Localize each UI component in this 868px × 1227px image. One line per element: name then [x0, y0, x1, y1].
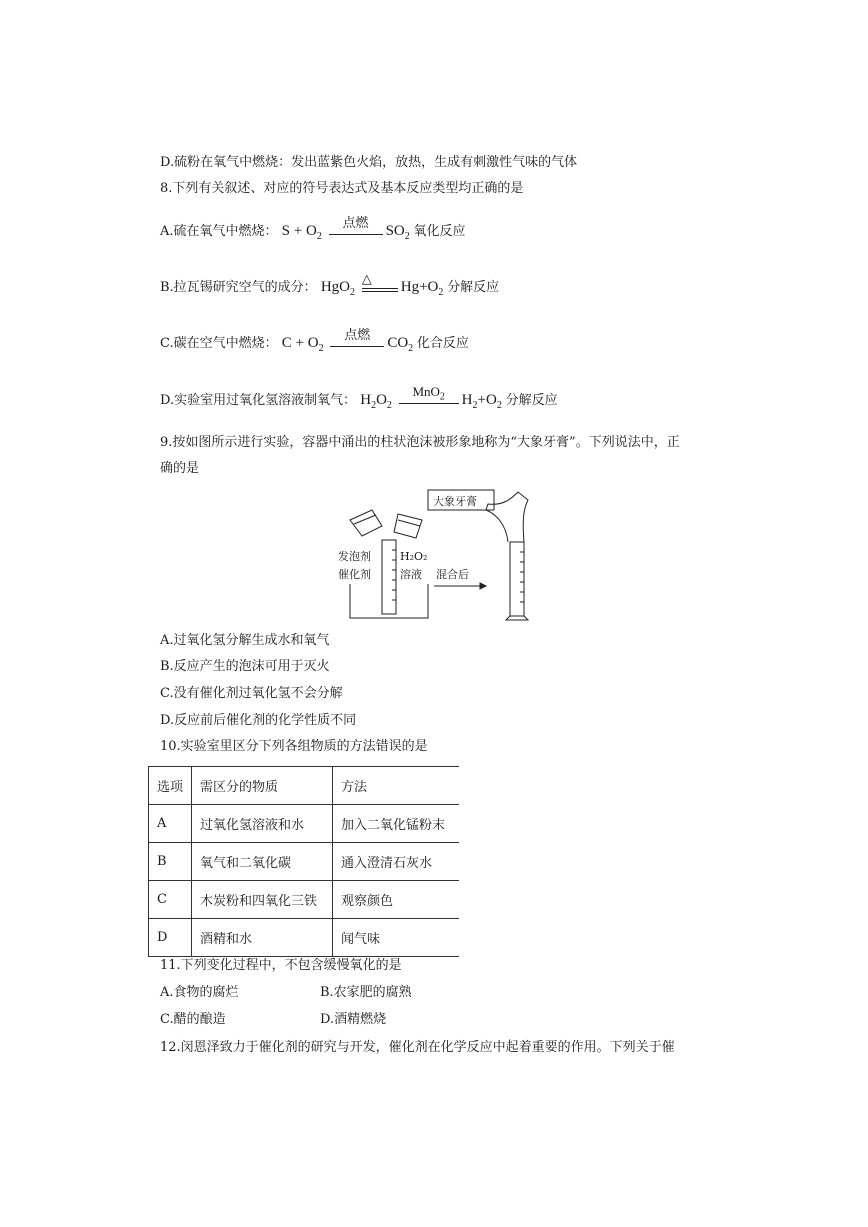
header-cell: 方法 [333, 767, 460, 805]
header-cell: 需区分的物质 [192, 767, 333, 805]
reaction-arrow: △ [362, 279, 398, 297]
header-cell: 选项 [149, 767, 192, 805]
reaction-arrow: 点燃 [329, 223, 383, 241]
q11-option-d: D.酒精燃烧 [320, 1012, 387, 1027]
q8-a-type: 氧化反应 [413, 224, 466, 239]
q8-b-prefix: B.拉瓦锡研究空气的成分： [160, 280, 317, 295]
water-trough [350, 584, 428, 618]
q10-table [148, 766, 459, 957]
reaction-arrow: MnO$_2$ [399, 392, 459, 410]
q8-option-b [160, 270, 500, 302]
q8-option-a [160, 214, 466, 246]
label-mixed: 混合后 [436, 568, 469, 581]
foam-column [486, 492, 528, 542]
reaction-arrow: 点燃 [330, 335, 384, 353]
q9-option-c: C.没有催化剂过氧化氢不会分解 [160, 686, 343, 701]
q11-option-b: B.农家肥的腐熟 [320, 985, 412, 1000]
q10-stem: 10.实验室里区分下列各组物质的方法错误的是 [160, 739, 428, 754]
table-row: D 酒精和水 闻气味 [149, 919, 460, 957]
graduated-cylinder-after [506, 542, 528, 620]
q8-d-prefix: D.实验室用过氧化氢溶液制氧气： [160, 393, 357, 408]
q8-c-type: 化合反应 [416, 336, 469, 351]
q8-d-type: 分解反应 [505, 393, 558, 408]
elephant-toothpaste-figure [336, 484, 576, 624]
table-row: C 木炭粉和四氧化三铁 观察颜色 [149, 881, 460, 919]
table-row: B 氧气和二氧化碳 通入澄清石灰水 [149, 843, 460, 881]
q8-c-equation: $C + O_2$ 点燃 $CO_2$ [281, 326, 414, 354]
label-h2o2-2: 溶液 [400, 568, 422, 581]
q11-option-c: C.醋的酿造 [160, 1012, 226, 1027]
q8-a-equation: $S + O_2$ 点燃 $SO_2$ [281, 214, 410, 242]
arrow-icon [434, 583, 486, 589]
q9-stem-line2: 确的是 [160, 461, 200, 476]
q9-option-b: B.反应产生的泡沫可用于灭火 [160, 659, 330, 674]
q9-option-a: A.过氧化氢分解生成水和氧气 [160, 633, 330, 648]
q9-stem-line1: 9.按如图所示进行实验，容器中涌出的柱状泡沫被形象地称为“大象牙膏”。下列说法中，正 [160, 435, 680, 450]
table-row: A 过氧化氢溶液和水 加入二氧化锰粉末 [149, 805, 460, 843]
label-agent1: 发泡剂 [338, 550, 371, 563]
q12-stem: 12.闵恩泽致力于催化剂的研究与开发，催化剂在化学反应中起着重要的作用。下列关于催 [160, 1040, 675, 1055]
label-agent2: 催化剂 [338, 568, 371, 581]
q11-option-a: A.食物的腐烂 [160, 985, 239, 1000]
label-toothpaste: 大象牙膏 [433, 495, 477, 508]
q8-b-type: 分解反应 [447, 280, 500, 295]
q8-stem: 8.下列有关叙述、对应的符号表达式及基本反应类型均正确的是 [160, 181, 524, 196]
label-h2o2-1: H₂O₂ [400, 550, 428, 563]
graduated-cylinder [382, 540, 396, 614]
pouring-cup-right [394, 514, 422, 538]
q8-a-prefix: A.硫在氧气中燃烧： [160, 224, 278, 239]
q7-option-d: D.硫粉在氧气中燃烧：发出蓝紫色火焰，放热，生成有刺激性气味的气体 [160, 155, 578, 170]
q8-c-prefix: C.碳在空气中燃烧： [160, 336, 278, 351]
table-header-row [149, 767, 460, 805]
q8-option-d [160, 383, 558, 415]
q8-option-c [160, 326, 469, 358]
q8-b-equation: HgO$_2$ △ $Hg+O_2$ [320, 270, 444, 298]
pouring-cup-left [350, 510, 382, 536]
q8-d-equation: $H_2O_2$ MnO$_2$ $H_2+O_2$ [360, 383, 502, 411]
q9-option-d: D.反应前后催化剂的化学性质不同 [160, 713, 357, 728]
q11-stem: 11.下列变化过程中，不包含缓慢氧化的是 [160, 958, 402, 973]
